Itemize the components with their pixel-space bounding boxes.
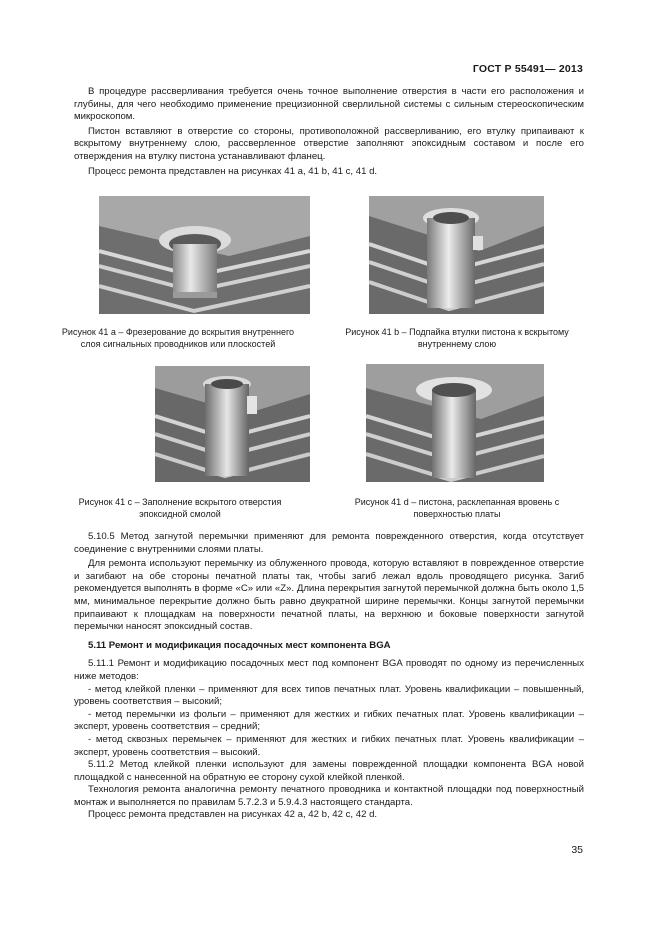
figure-41d-image (366, 364, 544, 482)
list-item-through-jumpers: - метод сквозных перемычек – применяют для жестких и гибких печатных плат. Уровень квалификации – эксперт, уровень соответствия – высокий. (74, 733, 584, 758)
paragraph-5-11-1: 5.11.1 Ремонт и модификацию посадочных мест под компонент BGA проводят по одному из перечисленных ниже методов: (74, 658, 584, 682)
figure-41a-caption: Рисунок 41 a – Фрезерование до вскрытия внутреннего слоя сигнальных проводников или плоскостей (61, 327, 295, 349)
paragraph-5-10-5: 5.10.5 Метод загнутой перемычки применяют для ремонта поврежденного отверстия, когда отсутствует соединение с внутренними слоями платы. (74, 531, 584, 555)
figure-41b-image (369, 196, 544, 314)
figure-41c-image (155, 366, 310, 482)
paragraph-process-42: Процесс ремонта представлен на рисунках 42 a, 42 b, 42 c, 42 d. (88, 809, 378, 821)
intro-text (74, 86, 584, 178)
figure-41a-image (99, 196, 310, 314)
paragraph-jumper-repair: Для ремонта используют перемычку из облуженного провода, которую вставляют в поврежденное отверстие и загибают на обе стороны печатной платы так, чтобы загиб лежал вдоль проводящего рисунка. Загиб рекомендуется выполнять в форме «C» или «Z». Длина перекрытия загнутой перемычкой должна быть около 1,5 мм, минимальное перекрытие должно быть равно двукратной ширине перемычки. Концы загнутой перемычки припаивают к площадкам на поверхности печатной платы, на верхнюю и боковые поверхности загнутой перемычки наносят эпоксидный состав. (74, 558, 584, 633)
section-title-5-11: 5.11 Ремонт и модификация посадочных мест компонента BGA (88, 639, 391, 651)
list-item-foil-jumper: - метод перемычки из фольги – применяют для жестких и гибких печатных плат. Уровень квалификации – эксперт, уровень соответствия – средний; (74, 708, 584, 733)
figure-41b-caption: Рисунок 41 b – Подпайка втулки пистона к вскрытому внутреннему слою (345, 327, 569, 349)
intro-paragraph-2: Пистон вставляют в отверстие со стороны, противоположной рассверливанию, его втулку припаивают к вскрытому внутреннему слою, рассверленное отверстие заполняют эпоксидным составом и после его отверждения на втулку пистона устанавливают фланец. (74, 125, 584, 162)
paragraph-5-11-2: 5.11.2 Метод клейкой пленки используют для замены поврежденной площадки компонента BGA новой площадкой с нанесенной на обратную ее сторону сухой клейкой пленкой. (74, 759, 584, 783)
figure-41c-caption: Рисунок 41 c – Заполнение вскрытого отверстия эпоксидной смолой (78, 497, 282, 519)
body-text (74, 531, 584, 822)
page-number: 35 (571, 844, 583, 856)
figure-41d-caption: Рисунок 41 d – пистона, расклепанная вровень с поверхностью платы (354, 497, 560, 519)
list-item-adhesive-film: - метод клейкой пленки – применяют для всех типов печатных плат. Уровень квалификации – повышенный, уровень соответствия – высокий; (74, 683, 584, 708)
intro-paragraph-1: В процедуре рассверливания требуется очень точное выполнение отверстия в части его расположения и глубины, для чего необходимо применение прецизионной сверлильной системы с сильным стереоскопическим микроскопом. (74, 86, 584, 123)
intro-paragraph-3: Процесс ремонта представлен на рисунках 41 a, 41 b, 41 c, 41 d. (88, 165, 378, 177)
standard-header: ГОСТ Р 55491— 2013 (472, 63, 583, 75)
paragraph-technology: Технология ремонта аналогична ремонту печатного проводника и контактной площадки под поверхностный монтаж и выполняется по правилам 5.7.2.3 и 5.9.4.3 настоящего стандарта. (74, 784, 584, 808)
